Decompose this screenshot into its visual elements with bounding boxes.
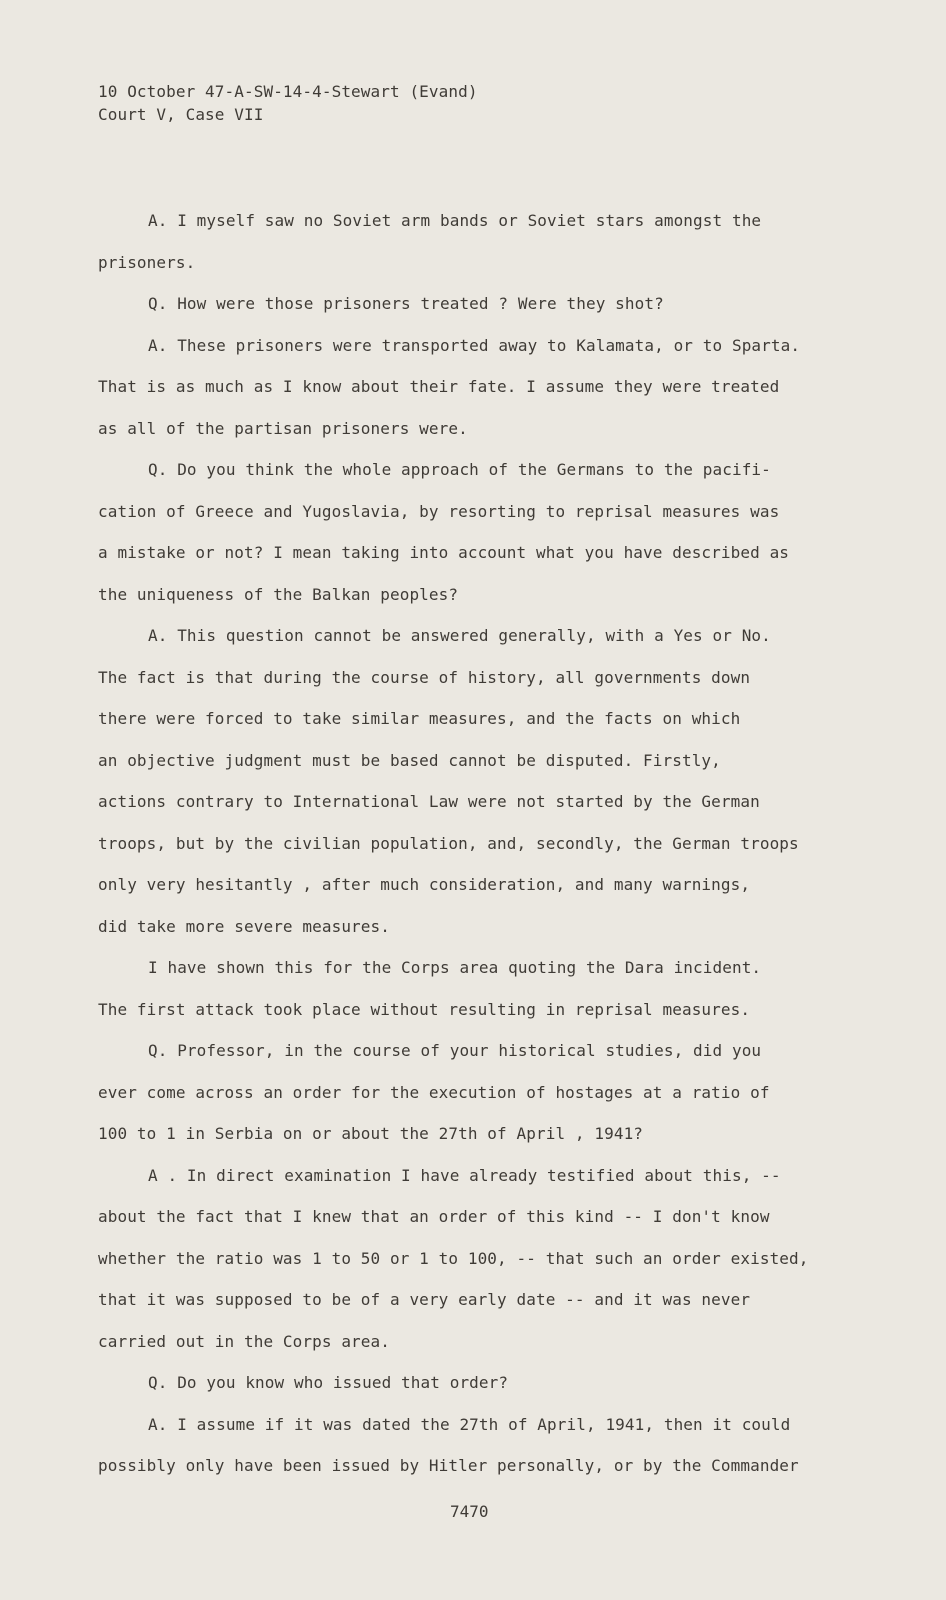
transcript-line: The first attack took place without resulting in reprisal measures. [98,999,751,1019]
transcript-line: possibly only have been issued by Hitler personally, or by the Commander [98,1456,799,1475]
transcript-line: A. I myself saw no Soviet arm bands or Soviet stars amongst the [148,211,762,230]
transcript-line: actions contrary to International Law were not started by the German [98,792,760,811]
transcript-line: The fact is that during the course of history, all governments down [98,667,751,687]
transcript-line: A. I assume if it was dated the 27th of April, 1941, then it could [148,1414,791,1434]
transcript-line: That is as much as I know about their fate. I assume they were treated [98,377,780,396]
transcript-line: there were forced to take similar measures, and the facts on which [98,709,741,728]
transcript-line: I have shown this for the Corps area quoting the Dara incident. [148,958,762,977]
transcript-line: Q. How were those prisoners treated ? Were they shot? [148,294,664,313]
transcript-line: A. These prisoners were transported away to Kalamata, or to Sparta. [148,335,801,355]
transcript-line: prisoners. [98,252,196,272]
header-line-1: 10 October 47-A-SW-14-4-Stewart (Evand) [98,82,478,101]
transcript-line: 100 to 1 in Serbia on or about the 27th of April , 1941? [98,1124,644,1143]
transcript-line: an objective judgment must be based cannot be disputed. Firstly, [98,750,721,770]
transcript-line: only very hesitantly , after much consideration, and many warnings, [98,875,751,894]
transcript-line: cation of Greece and Yugoslavia, by resorting to reprisal measures was [98,501,780,521]
transcript-line: whether the ratio was 1 to 50 or 1 to 100, -- that such an order existed, [98,1248,809,1268]
transcript-line: Q. Do you know who issued that order? [148,1373,509,1392]
transcript-line: a mistake or not? I mean taking into account what you have described as [98,543,790,562]
transcript-line: A. This question cannot be answered generally, with a Yes or No. [148,626,771,645]
transcript-line: the uniqueness of the Balkan peoples? [98,584,459,604]
transcript-body [98,200,858,1487]
transcript-line: as all of the partisan prisoners were. [98,418,468,438]
transcript-line: Q. Do you think the whole approach of the Germans to the pacifi- [148,460,771,479]
document-header [98,80,478,126]
transcript-line: carried out in the Corps area. [98,1331,390,1351]
transcript-line: ever come across an order for the execution of hostages at a ratio of [98,1082,770,1102]
page-number: 7470 [450,1502,489,1521]
transcript-line: that it was supposed to be of a very early date -- and it was never [98,1290,751,1309]
transcript-line: about the fact that I knew that an order of this kind -- I don't know [98,1207,770,1226]
transcript-line: troops, but by the civilian population, and, secondly, the German troops [98,833,799,853]
header-line-2: Court V, Case VII [98,105,264,124]
transcript-line: did take more severe measures. [98,916,390,936]
transcript-line: A . In direct examination I have already testified about this, -- [148,1165,781,1185]
transcript-line: Q. Professor, in the course of your historical studies, did you [148,1041,762,1060]
